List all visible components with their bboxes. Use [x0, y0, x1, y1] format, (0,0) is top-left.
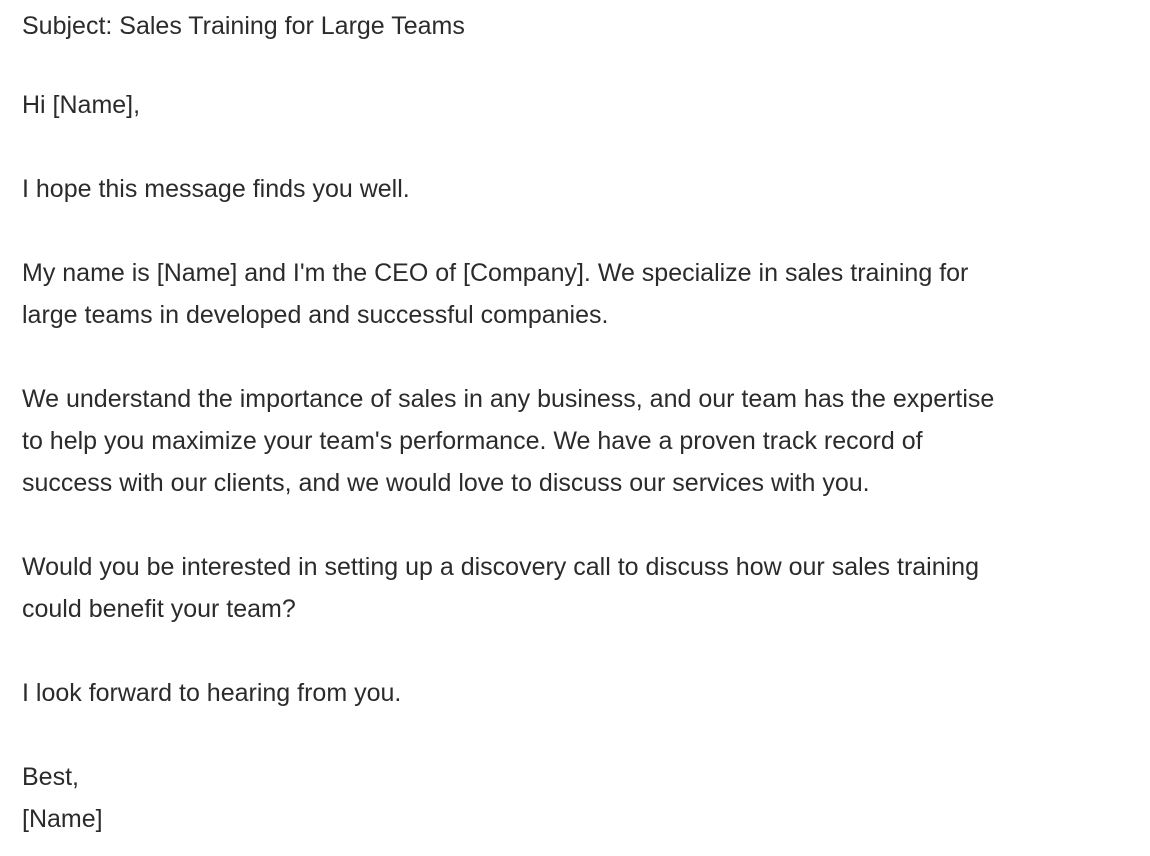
spacer	[22, 630, 1137, 672]
paragraph-line: My name is [Name] and I'm the CEO of [Company]. We specialize in sales training for	[22, 259, 969, 287]
email-opening: I hope this message finds you well.	[22, 175, 410, 203]
email-signature: [Name]	[22, 805, 103, 833]
email-paragraph-3	[22, 546, 1137, 630]
email-greeting: Hi [Name],	[22, 91, 141, 119]
email-signoff: Best,	[22, 763, 79, 791]
spacer	[22, 126, 1137, 168]
spacer	[22, 504, 1137, 546]
paragraph-line: We understand the importance of sales in any business, and our team has the expertise	[22, 385, 995, 413]
spacer	[22, 210, 1137, 252]
spacer	[22, 714, 1137, 756]
paragraph-line: large teams in developed and successful companies.	[22, 301, 609, 329]
spacer	[22, 42, 1137, 84]
email-paragraph-1	[22, 252, 1137, 336]
paragraph-line: could benefit your team?	[22, 595, 296, 623]
email-subject: Subject: Sales Training for Large Teams	[22, 12, 465, 40]
paragraph-line: to help you maximize your team's performance. We have a proven track record of	[22, 427, 923, 455]
spacer	[22, 336, 1137, 378]
paragraph-line: Would you be interested in setting up a discovery call to discuss how our sales training	[22, 553, 979, 581]
paragraph-line: success with our clients, and we would love to discuss our services with you.	[22, 469, 870, 497]
email-closing-line: I look forward to hearing from you.	[22, 679, 402, 707]
email-paragraph-2	[22, 378, 1137, 504]
email-body	[22, 0, 1137, 840]
